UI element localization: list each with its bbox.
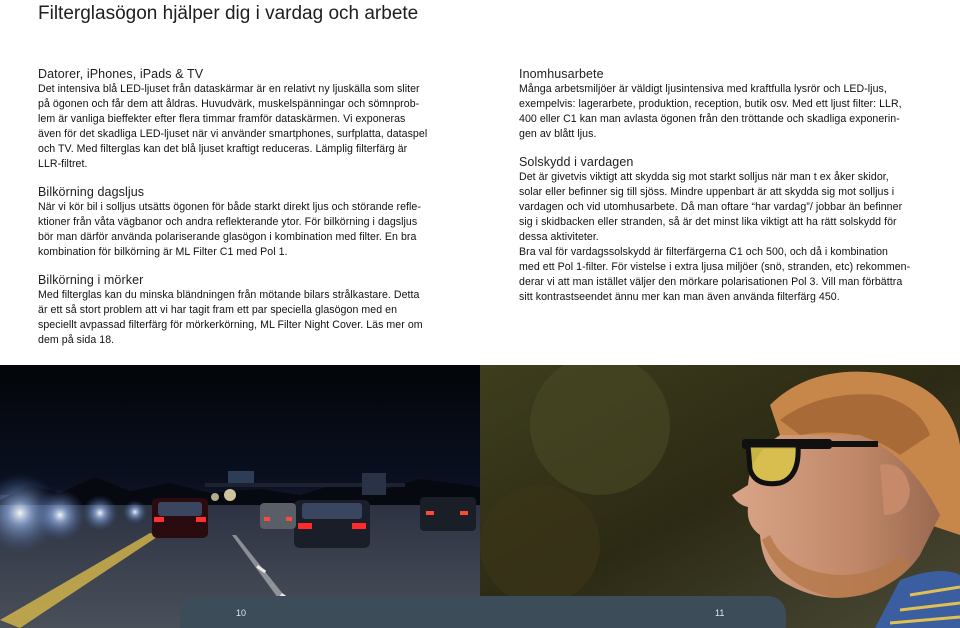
- footer-band: [180, 596, 786, 628]
- section-heading: Bilkörning i mörker: [38, 273, 144, 287]
- section-body: Det är givetvis viktigt att skydda sig mot starkt solljus när man t ex åker skidor, solar eller befinner sig till sjöss. Mindre uppenbart är att skydda sig mot solljus i vardagen och vid utomhusarbete. Då man oftare “har vardag”/ jobbar än befinner sig i skidbacken eller stranden, så är det minst lika viktigt att ha rätt solskydd för dessa aktiviteter. Bra val för vardagssolskydd är filterfärgerna C1 och 500, och då i kombination med ett Pol 1-filter. För vistelse i extra ljusa miljöer (snö, stranden, etc) rekommen- derar vi att man istället väljer den mörkare polarisationen Pol 3. Vill man förbättra sitt kontrastseendet ännu mer kan man även använda filterfärg 450.: [519, 171, 911, 303]
- page-number-right: 11: [715, 608, 725, 618]
- section-datorer: [38, 66, 440, 172]
- section-body: När vi kör bil i solljus utsätts ögonen för både starkt direkt ljus och störande refle- ktioner från våta vägbanor och andra reflekterande ytor. För bilkörning i dagsljus bör man därför använda polariserande glasögon i kombination med filter. En bra kombination för bilkörning är ML Filter C1 med Pol 1.: [38, 201, 421, 258]
- right-column: [519, 66, 914, 317]
- section-heading: Solskydd i vardagen: [519, 155, 634, 169]
- section-heading: Bilkörning dagsljus: [38, 185, 145, 199]
- man-with-glasses-illustration: [480, 365, 960, 628]
- section-body: Med filterglas kan du minska bländningen från mötande bilars strålkastare. Detta är ett så stort problem att vi har tagit fram ett par speciella glasögon med en speciellt avpassad filterfärg för mörkerkörning, ML Filter Night Cover. Läs mer om dem på sida 18.: [38, 289, 423, 346]
- portrait-glasses-photo: [480, 365, 960, 628]
- section-solskydd: [519, 154, 914, 305]
- section-heading: Datorer, iPhones, iPads & TV: [38, 67, 204, 81]
- section-body: Det intensiva blå LED-ljuset från dataskärmar är en relativt ny ljuskälla som sliter på ögonen och får dem att åldras. Huvudvärk, muskelspänningar och sömnprob- lem är vanliga bieffekter efter flera timmar framför dataskärmen. Vi exponeras även för det skadliga LED-ljuset när vi använder smartphones, surfplatta, dataspel och TV. Med filterglas kan det blå ljuset kraftigt reduceras. Lämplig filterfärg är LLR-filtret.: [38, 83, 428, 170]
- night-highway-illustration: [0, 365, 480, 628]
- left-column: [38, 66, 440, 360]
- section-bilkorning-morker: [38, 272, 440, 348]
- page-title: Filterglasögon hjälper dig i vardag och arbete: [38, 3, 419, 24]
- page-number-left: 10: [236, 608, 247, 618]
- section-bilkorning-dagsljus: [38, 184, 440, 260]
- night-driving-photo: [0, 365, 480, 628]
- section-heading: Inomhusarbete: [519, 67, 604, 81]
- section-body: Många arbetsmiljöer är väldigt ljusintensiva med kraftfulla lysrör och LED-ljus, exempelvis: lagerarbete, produktion, reception, butik osv. Med ett ljust filter: LLR, 400 eller C1 kan man avlasta ögonen från den tröttande och skadliga exponerin- gen av blått ljus.: [519, 83, 902, 140]
- section-inomhusarbete: [519, 66, 914, 142]
